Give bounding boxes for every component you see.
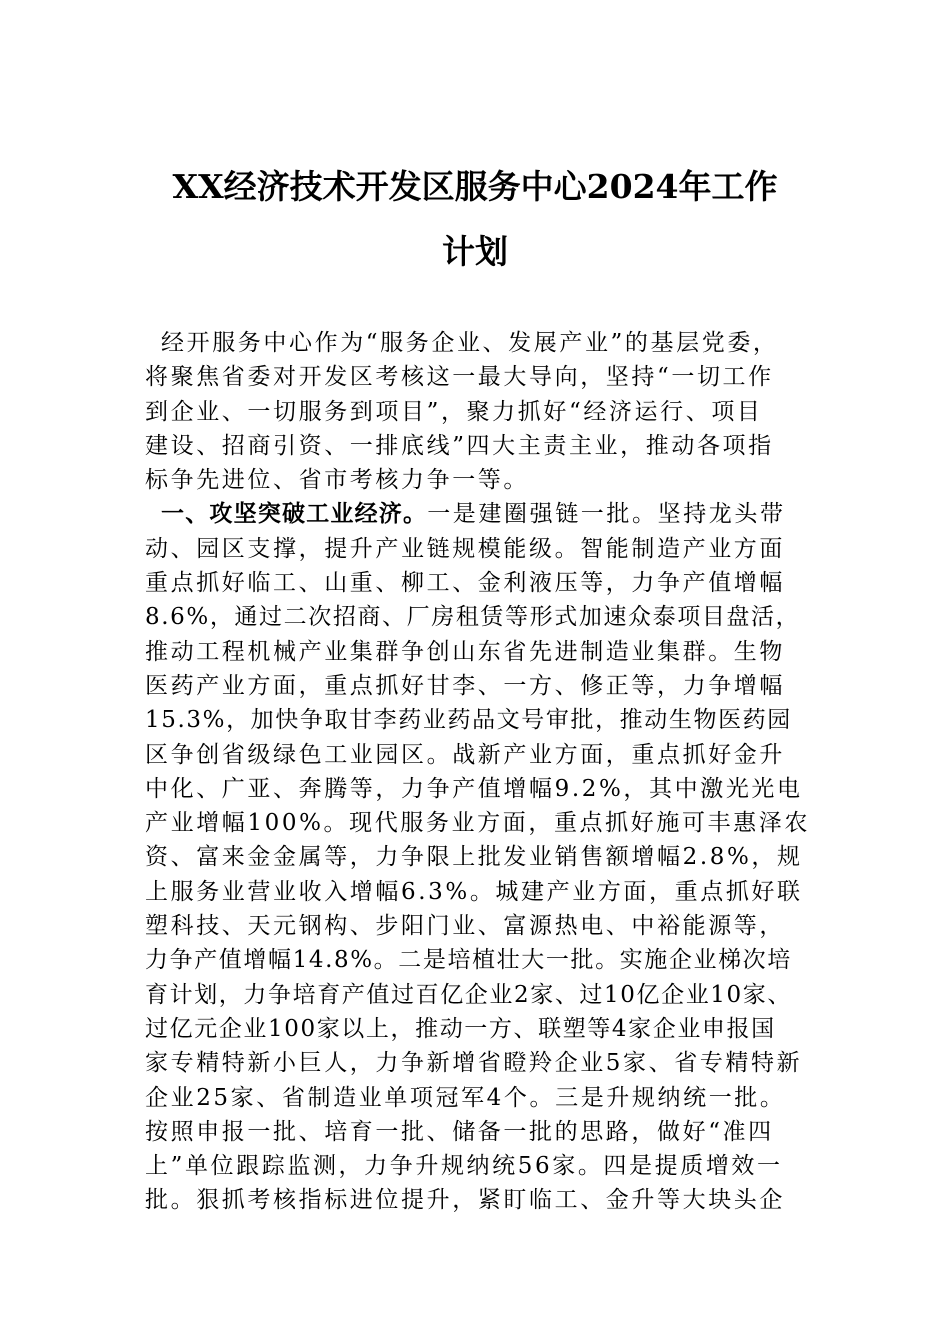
paragraph-line: 塑科技、天元钢构、步阳门业、富源热电、中裕能源等， [145,913,785,940]
paragraph-line: 经开服务中心作为“服务企业、发展产业”的基层党委， [161,330,779,356]
paragraph-line: 到企业、一切服务到项目”，聚力抓好“经济运行、项目 [145,398,763,425]
paragraph-line: 动、园区支撑，提升产业链规模能级。智能制造产业方面 [145,535,785,562]
section-heading: 一、攻坚突破工业经济。 [161,501,428,528]
paragraph-line: 上服务业营业收入增幅6.3%。城建产业方面，重点抓好联 [145,878,803,905]
paragraph-line: 8.6%，通过二次招商、厂房租赁等形式加速众泰项目盘活， [145,604,801,631]
paragraph-line: 家专精特新小巨人，力争新增省瞪羚企业5家、省专精特新 [145,1050,803,1077]
paragraph-line: 上”单位跟踪监测，力争升规纳统56家。四是提质增效一 [145,1153,783,1180]
paragraph-line: 建设、招商引资、一排底线”四大主责主业，推动各项指 [145,432,774,459]
paragraph-line: 15.3%，加快争取甘李药业药品文号审批，推动生物医药园 [145,707,792,734]
paragraph-line: 医药产业方面，重点抓好甘李、一方、修正等，力争增幅 [145,672,785,699]
paragraph-line: 将聚焦省委对开发区考核这一最大导向，坚持“一切工作 [145,364,774,391]
paragraph-line: 区争创省级绿色工业园区。战新产业方面，重点抓好金升 [145,741,785,768]
paragraph-line: 企业25家、省制造业单项冠军4个。三是升规纳统一批。 [145,1084,786,1111]
paragraph-line: 按照申报一批、培育一批、储备一批的思路，做好“准四 [145,1118,774,1145]
section-first-line-text: 一是建圈强链一批。坚持龙头带 [427,501,786,528]
paragraph-line: 育计划，力争培育产值过百亿企业2家、过10亿企业10家、 [145,981,792,1008]
section-first-line [145,497,845,531]
paragraph-line: 中化、广亚、奔腾等，力争产值增幅9.2%，其中激光光电 [145,775,803,802]
paragraph-line: 推动工程机械产业集群争创山东省先进制造业集群。生物 [145,638,785,665]
document-title-line-1: XX经济技术开发区服务中心2024年工作 [172,167,778,206]
document-body [145,326,845,1218]
paragraph-line: 批。狠抓考核指标进位提升，紧盯临工、金升等大块头企 [145,1187,785,1214]
paragraph-line: 重点抓好临工、山重、柳工、金利液压等，力争产值增幅 [145,570,785,597]
paragraph-line: 过亿元企业100家以上，推动一方、联塑等4家企业申报国 [145,1015,776,1042]
paragraph-line: 产业增幅100%。现代服务业方面，重点抓好施可丰惠泽农 [145,810,810,837]
paragraph-line: 力争产值增幅14.8%。二是培植壮大一批。实施企业梯次培 [145,947,792,974]
document-title-line-2: 计划 [442,232,508,271]
paragraph-line: 资、富来金金属等，力争限上批发业销售额增幅2.8%，规 [145,844,803,871]
paragraph-line: 标争先进位、省市考核力争一等。 [145,467,529,494]
